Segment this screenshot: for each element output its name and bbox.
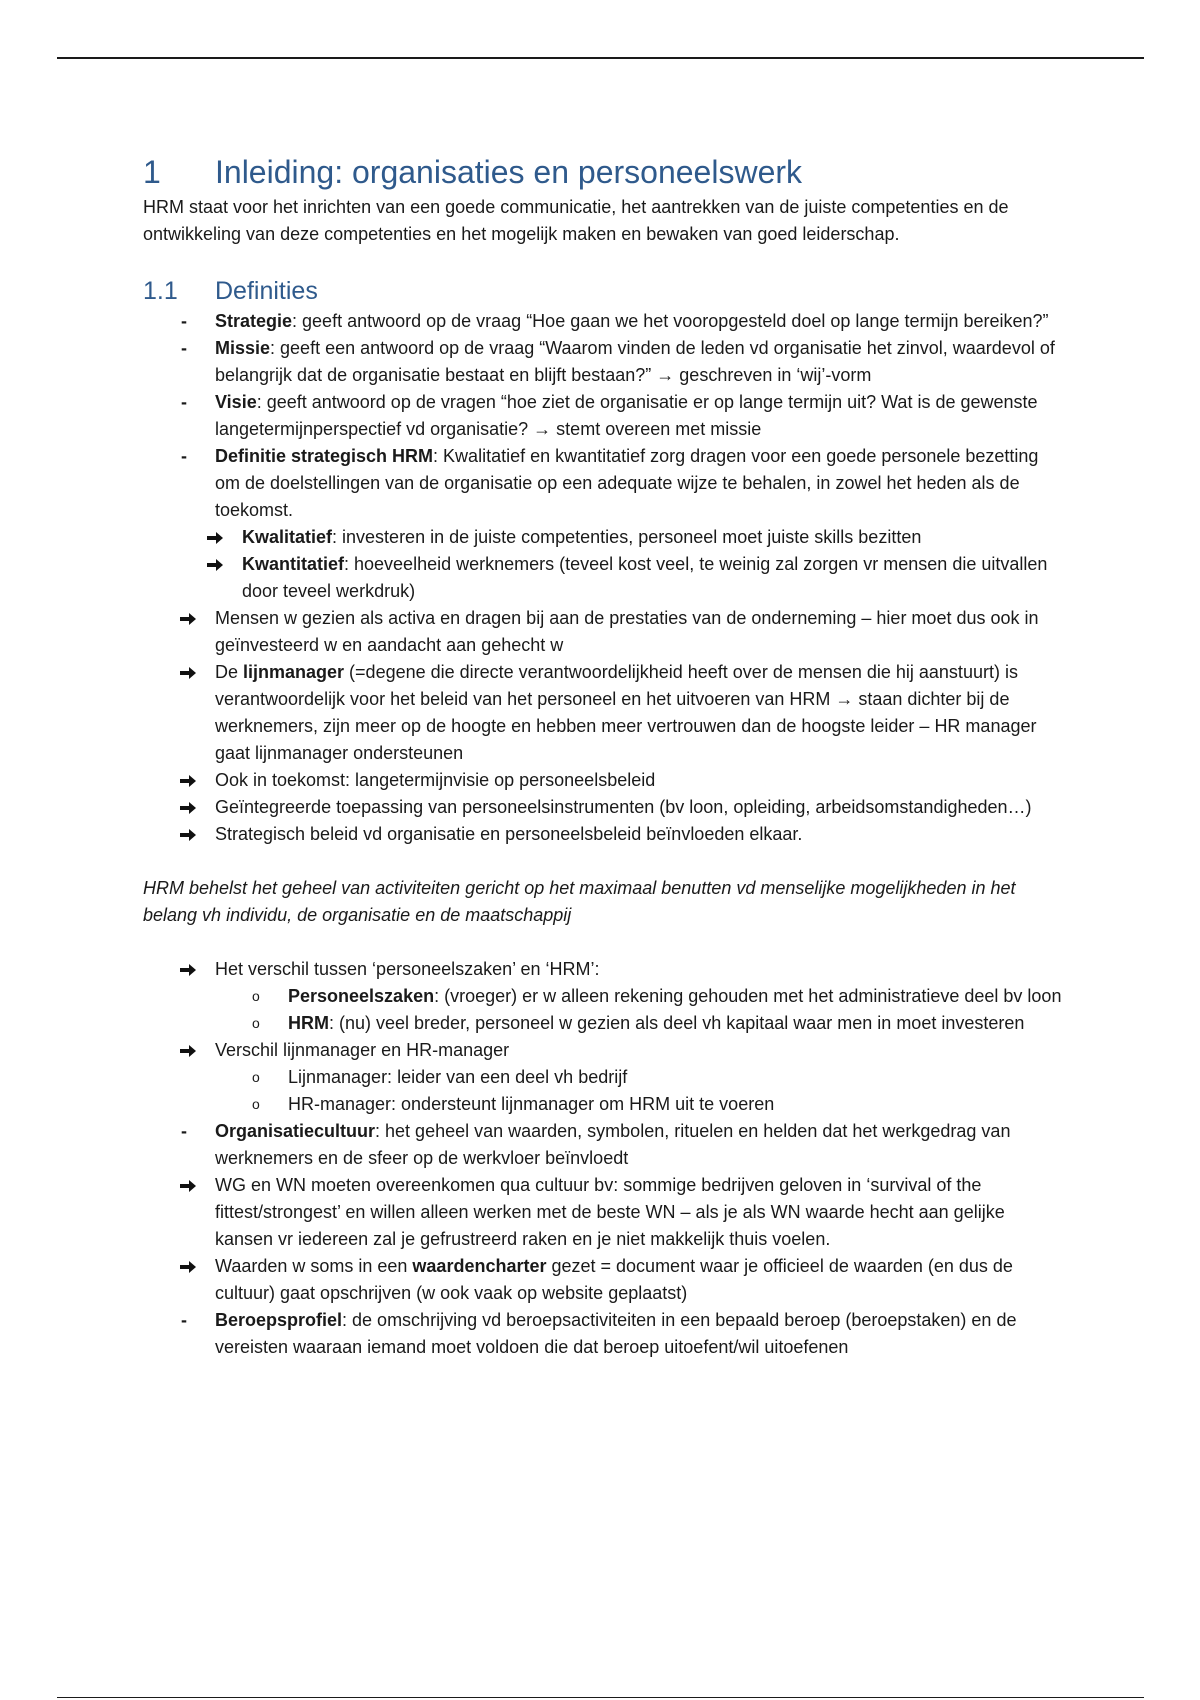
dash-bullet: - [181, 338, 187, 358]
dash-bullet: - [181, 1310, 187, 1330]
dash-bullet: - [181, 311, 187, 331]
arrow-icon [179, 821, 209, 848]
term: Kwantitatief [242, 554, 345, 574]
chapter-title: Inleiding: organisaties en personeelswerk [215, 154, 803, 190]
arrow-item-lijnmanager: De lijnmanager (=degene die directe verantwoordelijkheid heeft over de mensen die hij aanstuurt) is verantwoordelijk voor het beleid van het personeel en het uitvoeren van HRM → staan dichter bij de werknemers, zijn meer op de hoogte en hebben meer vertrouwen dan de hoogste leider – HR manager gaat lijnmanager ondersteunen [143, 659, 1063, 767]
intro-paragraph: HRM staat voor het inrichten van een goede communicatie, het aantrekken van de juiste competenties en de ontwikkeling van deze competenties en het mogelijk maken en bewaken van goed leiderschap. [143, 197, 1009, 244]
definition-organisatiecultuur: - Organisatiecultuur: het geheel van waarden, symbolen, rituelen en helden dat het werkgedrag van werknemers en de sfeer op de werkvloer beïnvloedt [143, 1118, 1063, 1172]
arrow-icon [179, 659, 209, 686]
term: Organisatiecultuur [215, 1121, 376, 1141]
term: Strategie [215, 311, 293, 331]
circle-bullet: o [252, 1096, 260, 1112]
arrow-item-wg-wn: WG en WN moeten overeenkomen qua cultuur bv: sommige bedrijven geloven in ‘survival of the fittest/strongest’ en willen alleen werken met de beste WN – als je als WN waarde hecht aan gelijke kansen vr iedereen zal je gefrustreerd raken en je niet makkelijk thuis voelen. [143, 1172, 1063, 1253]
hrm-definition-quote: HRM behelst het geheel van activiteiten gericht op het maximaal benutten vd menselijke mogelijkheden in het belang vh individu, de organisatie en de maatschappij [143, 878, 1016, 925]
term: lijnmanager [243, 662, 345, 682]
arrow-item-verschil-managers: Verschil lijnmanager en HR-manager [143, 1037, 1063, 1064]
arrow-item-waardencharter: Waarden w soms in een waardencharter gezet = document waar je officieel de waarden (en dus de cultuur) gaat opschrijven (w ook vaak op website geplaatst) [143, 1253, 1063, 1307]
circle-bullet: o [252, 1015, 260, 1031]
circle-bullet: o [252, 1069, 260, 1085]
arrow-icon [179, 1253, 209, 1280]
circle-item-hr-manager: o HR-manager: ondersteunt lijnmanager om HRM uit te voeren [143, 1091, 1063, 1118]
section-heading [143, 274, 1063, 308]
definition-strategie: - Strategie: geeft antwoord op de vraag “Hoe gaan we het vooropgesteld doel op lange termijn bereiken?” [143, 308, 1063, 335]
definition-kwantitatief: Kwantitatief: hoeveelheid werknemers (teveel kost veel, te weinig zal zorgen vr mensen die uitvallen door teveel werkdruk) [143, 551, 1063, 605]
term: Definitie strategisch HRM [215, 446, 434, 466]
dash-bullet: - [181, 446, 187, 466]
circle-item-hrm: o HRM: (nu) veel breder, personeel w gezien als deel vh kapitaal waar men in moet investeren [143, 1010, 1063, 1037]
definition-strategisch-hrm: - Definitie strategisch HRM: Kwalitatief en kwantitatief zorg dragen voor een goede personele bezetting om de doelstellingen van de organisatie op een adequate wijze te behalen, in zowel het heden als de toekomst. [143, 443, 1063, 524]
circle-item-personeelszaken: o Personeelszaken: (vroeger) er w alleen rekening gehouden met het administratieve deel bv loon [143, 983, 1063, 1010]
dash-bullet: - [181, 392, 187, 412]
circle-item-lijnmanager: o Lijnmanager: leider van een deel vh bedrijf [143, 1064, 1063, 1091]
arrow-item-strategisch: Strategisch beleid vd organisatie en personeelsbeleid beïnvloeden elkaar. [143, 821, 1063, 848]
arrow-icon [206, 524, 224, 551]
term: Beroepsprofiel [215, 1310, 343, 1330]
header-rule [57, 57, 1144, 59]
spacer [143, 929, 1063, 956]
definition-missie: - Missie: geeft een antwoord op de vraag “Waarom vinden de leden vd organisatie het zinvol, waardevol of belangrijk dat de organisatie bestaat en blijft bestaan?” → geschreven in ‘wij’-vorm [143, 335, 1063, 389]
definition-kwalitatief: Kwalitatief: investeren in de juiste competenties, personeel moet juiste skills bezitten [143, 524, 1063, 551]
arrow-icon [206, 551, 224, 578]
arrow-icon [179, 1037, 209, 1064]
definition-beroepsprofiel: - Beroepsprofiel: de omschrijving vd beroepsactiviteiten in een bepaald beroep (beroepstaken) en de vereisten waaraan iemand moet voldoen die dat beroep uitoefent/wil uitoefenen [143, 1307, 1063, 1361]
term: Missie [215, 338, 271, 358]
arrow-icon [179, 794, 209, 821]
term: Kwalitatief [242, 527, 333, 547]
chapter-number: 1 [143, 154, 161, 190]
arrow-item-verschil: Het verschil tussen ‘personeelszaken’ en ‘HRM’: [143, 956, 1063, 983]
arrow-item-mensen: Mensen w gezien als activa en dragen bij aan de prestaties van de onderneming – hier moet dus ook in geïnvesteerd w en aandacht aan gehecht w [143, 605, 1063, 659]
chapter-heading [143, 150, 1063, 194]
term: waardencharter [412, 1256, 547, 1276]
footer-rule [57, 1697, 1144, 1698]
section-title: Definities [215, 277, 318, 305]
term: HRM [288, 1013, 329, 1033]
dash-bullet: - [181, 1121, 187, 1141]
arrow-icon [179, 1172, 209, 1199]
arrow-icon [179, 767, 209, 794]
section-number: 1.1 [143, 277, 178, 305]
arrow-item-toekomst: Ook in toekomst: langetermijnvisie op personeelsbeleid [143, 767, 1063, 794]
document-body [143, 150, 1063, 1361]
term: Visie [215, 392, 257, 412]
term: Personeelszaken [288, 986, 435, 1006]
arrow-item-geintegreerd: Geïntegreerde toepassing van personeelsinstrumenten (bv loon, opleiding, arbeidsomstandigheden…) [143, 794, 1063, 821]
arrow-icon [179, 956, 209, 983]
circle-bullet: o [252, 988, 260, 1004]
arrow-icon [179, 605, 209, 632]
definition-visie: - Visie: geeft antwoord op de vragen “hoe ziet de organisatie er op lange termijn uit? Wat is de gewenste langetermijnperspectief vd organisatie? → stemt overeen met missie [143, 389, 1063, 443]
